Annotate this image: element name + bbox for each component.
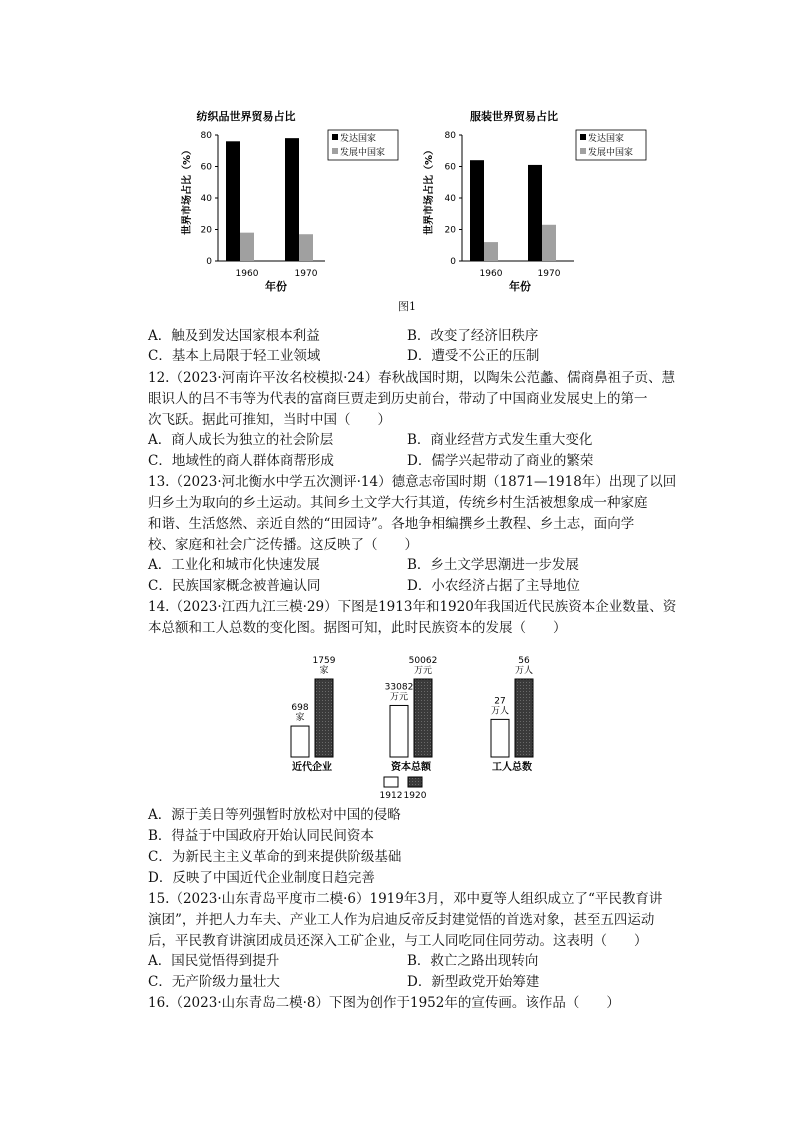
textile-bar-1960-developed [226,141,240,261]
textile-y-tick-40: 40 [200,194,212,204]
q14-bar-2-1920 [515,679,533,757]
q13-stem-line-2: 归乡土为取向的乡土运动。其间乡土文学大行其道，传统乡村生活被想象成一种家庭 [148,495,648,511]
q15-option-c[interactable]: C．无产阶级力量壮大 [148,974,280,990]
q14-legend-1920: 1920 [403,791,427,800]
clothing-legend-swatch-developed [580,134,586,140]
q15-stem-line-3: 后，平民教育讲演团成员还深入工矿企业，与工人同吃同住同劳动。这表明（ ） [148,933,648,949]
clothing-y-tick-0: 0 [450,257,456,267]
q11-option-a[interactable]: A．触及到发达国家根本利益 [148,328,320,344]
clothing-bar-1960-developing [484,242,498,261]
q14-category-capital: 资本总额 [391,762,431,773]
q14-figure [280,640,550,800]
q13-option-a[interactable]: A．工业化和城市化快速发展 [148,557,320,573]
q14-value-label-0-1920: 1759 家 [312,656,336,676]
q16-stem-line-1: 16.（2023·山东青岛二模·8）下图为创作于1952年的宣传画。该作品（ ） [148,995,620,1011]
clothing-x-tick-1960: 1960 [479,269,503,279]
textile-y-tick-20: 20 [200,225,212,236]
q13-stem-line-3: 和谐、生活悠然、亲近自然的“田园诗”。各地争相编撰乡土教程、乡土志，面向学 [148,516,635,532]
textile-x-tick-1960: 1960 [235,269,259,279]
clothing-legend [576,130,646,160]
textile-y-tick-0: 0 [206,257,212,267]
textile-ylabel: 世界市场占比（%） [182,144,193,236]
clothing-chart [422,109,646,293]
clothing-xlabel: 年份 [509,280,531,293]
q14-value-label-1-1920: 50062 万元 [408,656,438,676]
q14-bar-0-1912 [291,726,309,757]
clothing-bar-1970-developed [528,165,542,261]
q11-option-d[interactable]: D．遭受不公正的压制 [407,348,540,364]
textile-legend-developed: 发达国家 [340,134,377,144]
textile-legend [328,130,398,160]
q14-category-workers: 工人总数 [492,762,532,773]
q13-option-c[interactable]: C．民族国家概念被普遍认同 [148,578,321,594]
q15-option-d[interactable]: D．新型政党开始筹建 [407,974,540,990]
q12-stem-line-2: 眼识人的吕不韦等为代表的富商巨贾走到历史前台，带动了中国商业发展史上的第一 [148,391,648,407]
q14-value-label-0-1912: 698 家 [291,703,309,724]
textile-x-tick-1970: 1970 [294,269,318,279]
q14-option-b[interactable]: B．得益于中国政府开始认同民间资本 [148,828,374,844]
textile-bar-1970-developing [299,234,313,261]
clothing-chart-title: 服装世界贸易占比 [470,110,558,123]
q14-bar-1-1920 [414,679,432,757]
textile-legend-swatch-developed [332,134,338,140]
q12-option-d[interactable]: D．儒学兴起带动了商业的繁荣 [407,453,594,469]
clothing-y-axis-label [422,145,435,235]
q15-option-a[interactable]: A．国民觉悟得到提升 [148,953,280,969]
q14-value-label-2-1920: 56 万人 [514,656,534,676]
textile-y-tick-60: 60 [200,162,212,173]
q12-stem-line-3: 次飞跃。据此可推知，当时中国（ ） [148,412,391,428]
q14-stem-line-2: 本总额和工人总数的变化图。据图可知，此时民族资本的发展（ ） [148,620,567,636]
clothing-y-tick-80: 80 [444,131,456,141]
clothing-y-tick-20: 20 [444,225,456,236]
q14-bar-2-1912 [491,719,509,757]
q14-option-c[interactable]: C．为新民主主义革命的到来提供阶级基础 [148,849,402,865]
q14-option-d[interactable]: D．反映了中国近代企业制度日趋完善 [148,870,375,886]
q14-legend [380,777,427,800]
q14-category-enterprises: 近代企业 [292,762,332,773]
q14-bar-0-1920 [315,679,333,757]
q14-legend-1912: 1912 [379,791,403,800]
textile-y-tick-80: 80 [200,131,212,141]
textile-legend-developing: 发展中国家 [340,148,386,158]
textile-legend-swatch-developing [332,148,338,154]
q12-option-c[interactable]: C．地域性的商人群体商帮形成 [148,453,334,469]
q14-legend-swatch-1912 [384,777,398,787]
clothing-bar-1970-developing [542,225,556,261]
q14-value-label-1-1912: 33082 万元 [384,682,414,703]
clothing-ylabel: 世界市场占比（%） [424,144,435,236]
clothing-legend-swatch-developing [580,148,586,154]
q13-option-b[interactable]: B．乡土文学思潮进一步发展 [407,557,579,573]
textile-bar-1970-developed [285,138,299,261]
clothing-y-tick-40: 40 [444,194,456,204]
clothing-legend-developed: 发达国家 [588,134,625,144]
q13-option-d[interactable]: D．小农经济占据了主导地位 [407,578,580,594]
textile-bar-1960-developing [240,233,254,261]
figure1-caption: 图1 [398,300,416,313]
clothing-legend-developing: 发展中国家 [588,148,634,158]
figure1-charts [170,100,650,300]
q15-option-b[interactable]: B．救亡之路出现转向 [407,953,539,969]
textile-xlabel: 年份 [265,280,287,293]
q11-option-b[interactable]: B．改变了经济旧秩序 [407,328,539,344]
q15-stem-line-1: 15.（2023·山东青岛平度市二模·6）1919年3月，邓中夏等人组织成立了“平民教育讲 [148,891,663,907]
clothing-y-tick-60: 60 [444,162,456,173]
textile-chart-title: 纺织品世界贸易占比 [196,110,296,123]
q14-legend-swatch-1920 [408,777,422,787]
q12-option-b[interactable]: B．商业经营方式发生重大变化 [407,432,593,448]
textile-y-axis-label [180,145,193,235]
q14-bar-1-1912 [390,705,408,757]
clothing-bar-1960-developed [470,160,484,261]
q14-stem-line-1: 14.（2023·江西九江三模·29）下图是1913年和1920年我国近代民族资本企业数量、资 [148,599,677,615]
q13-stem-line-1: 13.（2023·河北衡水中学五次测评·14）德意志帝国时期（1871—1918年）出现了以回 [148,474,677,490]
q12-stem-line-1: 12.（2023·河南许平汝名校模拟·24）春秋战国时期，以陶朱公范蠡、儒商鼻祖子贡、慧 [148,370,676,386]
q12-option-a[interactable]: A．商人成长为独立的社会阶层 [148,432,334,448]
q11-option-c[interactable]: C．基本上局限于轻工业领域 [148,348,321,364]
q14-value-label-2-1912: 27 万人 [490,696,510,717]
q13-stem-line-4: 校、家庭和社会广泛传播。这反映了（ ） [148,537,418,553]
q14-option-a[interactable]: A．源于美日等列强暂时放松对中国的侵略 [148,807,401,823]
textile-chart [180,109,398,293]
clothing-x-tick-1970: 1970 [537,269,561,279]
q15-stem-line-2: 演团”，并把人力车夫、产业工人作为启迪反帝反封建觉悟的首选对象，甚至五四运动 [148,912,655,928]
